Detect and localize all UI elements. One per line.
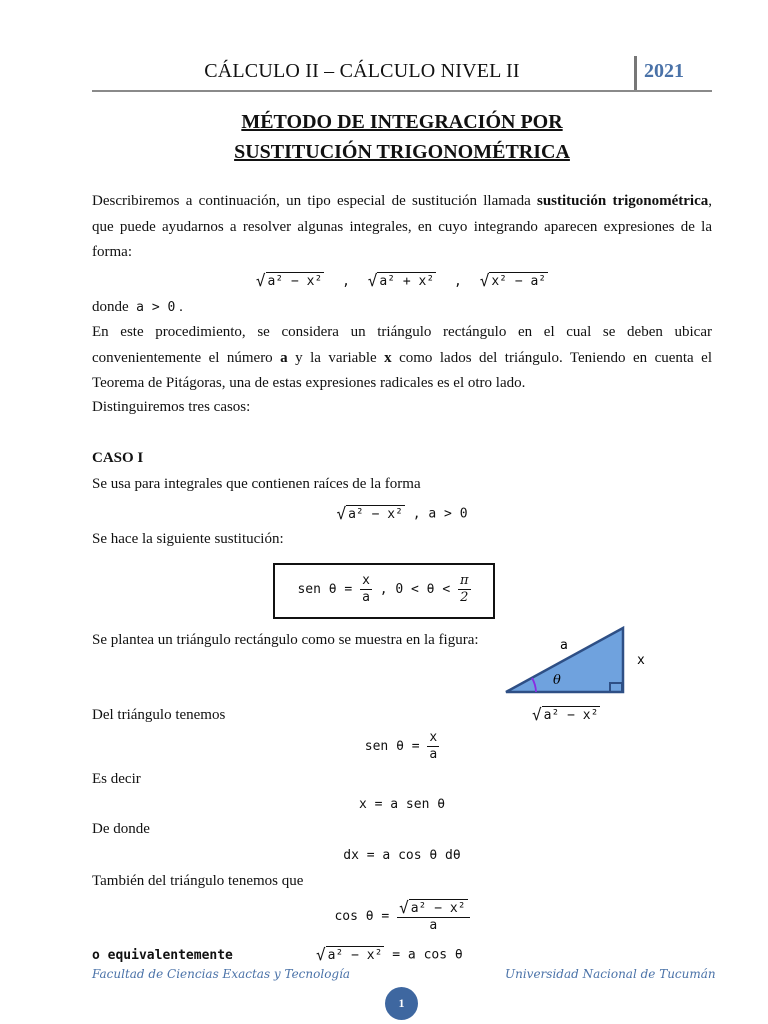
equation-dx: dx = a cos θ dθ — [343, 848, 461, 863]
page-title-line1: MÉTODO DE INTEGRACIÓN POR — [241, 111, 563, 133]
substitution-box: sen θ = $\frac{x}{a}$ , 0 < θ < $\frac{\pi}{2}$ — [273, 563, 495, 619]
case-heading: CASO I — [92, 450, 144, 466]
page-number-badge: 1 — [385, 987, 418, 1020]
header-title: CÁLCULO II – CÁLCULO NIVEL II — [204, 60, 520, 82]
condition-line: donde a > 0 . — [92, 299, 183, 315]
radicals-line: √ a² − x² , √ a² + x² , √ x² − a² — [255, 271, 547, 290]
equation-x: x = a sen θ — [358, 797, 446, 812]
case-text-1: Se usa para integrales que contienen raíces de la forma — [92, 476, 421, 492]
header-year: 2021 — [644, 60, 684, 82]
intro-paragraph: Describiremos a continuación, un tipo especial de sustitución llamada sustitución trigonométrica, que puede ayudarnos a resolver algunas integrales, en cuyo integrando aparecen expresiones de la forma: — [92, 193, 712, 260]
case-text-5: Es decir — [92, 771, 141, 787]
footer-university: Universidad Nacional de Tucumán — [505, 967, 716, 981]
cases-intro: Distinguiremos tres casos: — [92, 399, 251, 415]
angle-label: θ — [553, 673, 561, 688]
case-text-3: Se plantea un triángulo rectángulo como se muestra en la figura: — [92, 632, 479, 648]
equation-equivalent: √ a² − x² = a cos θ — [316, 945, 463, 964]
radical-2: √ a² + x² — [367, 271, 435, 290]
footer-faculty: Facultad de Ciencias Exactas y Tecnología — [92, 967, 351, 981]
case-text-6: De donde — [92, 821, 150, 837]
case-text-2: Se hace la siguiente sustitución: — [92, 531, 284, 547]
header-rule — [92, 90, 712, 92]
radical-3: √ x² − a² — [479, 271, 547, 290]
case-radical-line: √ a² − x² , a > 0 — [336, 504, 468, 523]
adjacent-label: √ a² − x² — [532, 705, 599, 724]
procedure-paragraph: En este procedimiento, se considera un triángulo rectángulo en el cual se deben ubicar convenientemente el número a y la variable x como lados del triángulo. Teniendo en cuenta el Teorema de Pitágoras, una de estas expresiones radicales es el otro lado. — [92, 324, 713, 391]
equation-cos: cos θ = √ a² − x² a — [92, 899, 712, 934]
case-text-7: También del triángulo tenemos que — [92, 873, 304, 889]
page-title-line2: SUSTITUCIÓN TRIGONOMÉTRICA — [234, 141, 570, 163]
equation-sen: sen θ = $\frac{x}{a}$ — [364, 730, 438, 762]
opposite-label: x — [637, 653, 645, 668]
hypotenuse-label: a — [560, 638, 568, 653]
case-text-8: o equivalentemente — [92, 948, 233, 963]
case-text-4: Del triángulo tenemos — [92, 707, 226, 723]
header-divider — [634, 56, 637, 90]
radical-1: √ a² − x² — [255, 271, 323, 290]
